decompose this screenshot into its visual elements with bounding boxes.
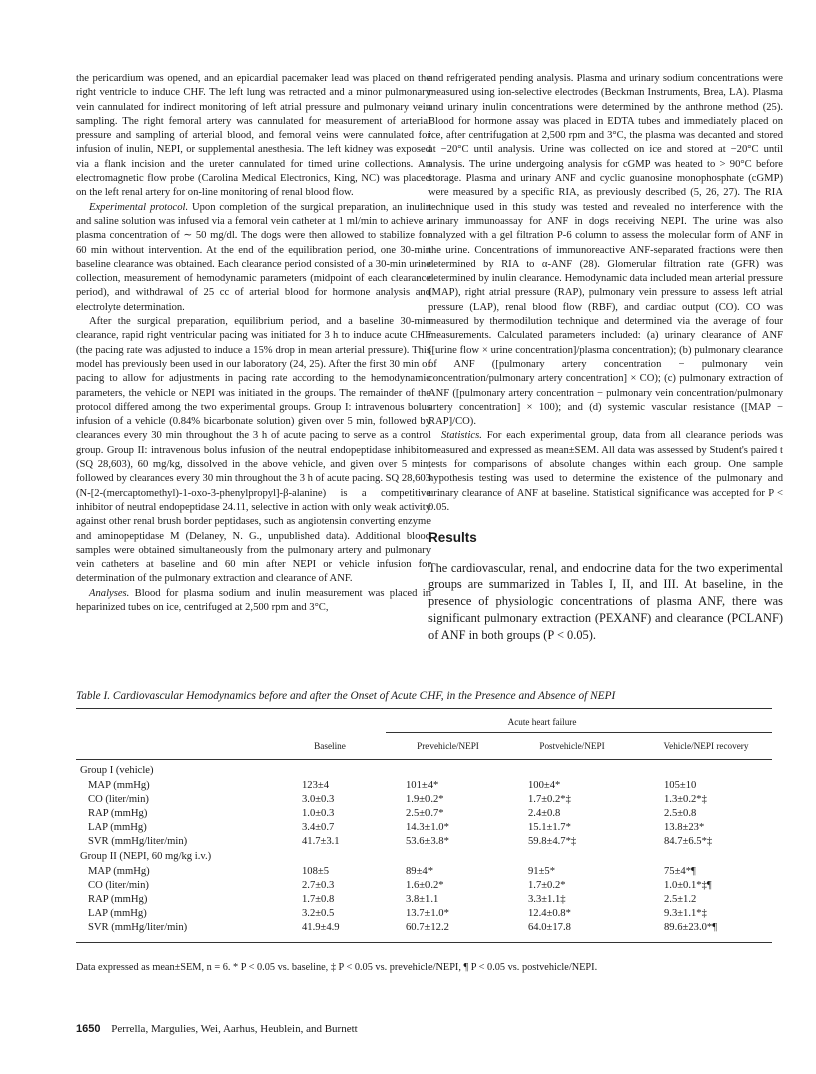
- cell-postvehicle: 59.8±4.7*‡: [528, 836, 577, 847]
- cell-prevehicle: 14.3±1.0*: [406, 822, 449, 833]
- cell-baseline: 1.7±0.8: [302, 894, 335, 905]
- cell-postvehicle: 3.3±1.1‡: [528, 894, 566, 905]
- row-label: RAP (mmHg): [88, 808, 148, 819]
- cell-baseline: 41.9±4.9: [302, 922, 340, 933]
- cell-prevehicle: 60.7±12.2: [406, 922, 449, 933]
- row-label: LAP (mmHg): [88, 908, 147, 919]
- table-row: [76, 922, 772, 935]
- cell-baseline: 123±4: [302, 780, 330, 791]
- cell-recovery: 75±4*¶: [664, 866, 696, 877]
- run-in-heading: Analyses.: [89, 587, 130, 599]
- cell-baseline: 108±5: [302, 866, 330, 877]
- cell-prevehicle: 101±4*: [406, 780, 439, 791]
- table-header-rule: [76, 759, 772, 760]
- row-label: MAP (mmHg): [88, 780, 150, 791]
- group-row: [76, 851, 772, 864]
- row-label: LAP (mmHg): [88, 822, 147, 833]
- column-header-baseline: Baseline: [314, 741, 346, 751]
- table-row: [76, 908, 772, 921]
- run-in-heading: Statistics.: [441, 430, 482, 442]
- cell-baseline: 3.2±0.5: [302, 908, 335, 919]
- paragraph-pacing-groups: After the surgical preparation, equilibrium period, and a baseline 30-min clearance, rapid right ventricular pacing was initiated for 3 h to induce acute CHF (the pacing rate was adjusted to induce a 15% drop in mean arterial pressure). This model has previously been used in our laboratory (24, 25). After the first 30 min of pacing to allow for adjustments in pacing rate according to the hemodynamic parameters, the vehicle or NEPI was initiated in the groups. The remainder of the protocol differed among the two experimental groups. Group I: intravenous bolus infusion of a vehicle (0.84% bicarbonate solution) given over 5 min, followed by clearances every 30 min throughout the 3 h of acute pacing to serve as a control group. Group II: intravenous bolus infusion of the neutral endopeptidase inhibitor (SQ 28,603), 60 mg/kg, dissolved in the above vehicle, and given over 5 min, followed by clearances every 30 min throughout the 3 h of acute pacing. SQ 28,603 (N-[2-(mercaptomethyl)-1-oxo-3-phenylpropyl]-β-alanine) is a competitive inhibitor of neutral endopeptidase 24.11, selective in action with only weak activity against other renal brush border peptidases, such as angiotensin converting enzyme and aminopeptidase M (Delaney, N. G., unpublished data). Additional blood samples were obtained simultaneously from the pulmonary artery and pulmonary vein catheters at baseline and 60 min after NEPI or vehicle infusion for determination of the pulmonary extraction and clearance of ANF.: [76, 316, 431, 585]
- group-label: Group I (vehicle): [80, 765, 154, 776]
- paragraph-text: Upon completion of the surgical preparation, an inulin and saline solution was infused via a femoral vein catheter at 1 ml/min to achieve a plasma concentration of ∼ 50 mg/dl. The dogs were then allowed to stabilize for 60 min without intervention. At the end of the equilibration period, one 30-min baseline clearance was obtained. Each clearance period consisted of a 30-min urine collection, measurement of hemodynamic parameters (midpoint of each clearance period), and withdrawal of 25 cc of arterial blood for hormone analysis and electrolyte determination.: [76, 201, 432, 313]
- paragraph-analyses-cont: and refrigerated pending analysis. Plasma and urinary sodium concentrations were measured using ion-selective electrodes (Beckman Instruments, Brea, LA). Plasma and urinary inulin concentrations were determined by the anthrone method (25). Blood for hormone assay was placed in EDTA tubes and immediately placed on ice, after centrifugation at 2,500 rpm and 3°C, the plasma was decanted and stored at −20°C until analysis. Urine was collected on ice and stored at −20°C until analysis. The urine undergoing analysis for cGMP was heated to > 90°C before storage. Plasma and urinary ANF and cyclic guanosine monophosphate (cGMP) were measured by a specific RIA, as previously described (5, 26, 27). The RIA technique used in this study was tested and revealed no interference with the urinary immunoassay for ANF in dogs receiving NEPI. The urine was also analyzed with a gel filtration P-6 column to assess the molecular form of ANF in the urine. Concentrations of immunoreactive ANF-separated fractions were then determined by RIA to α-ANF (28). Glomerular filtration rate (GFR) was determined by inulin clearance. Hemodynamic data included mean arterial pressure (MAP), right atrial pressure (RAP), pulmonary vein pressure to assess left atrial pressure (LAP), renal blood flow (RBF), and cardiac output (CO). CO was measured by thermodilution technique and determined via the average of four measurements. Calculated parameters included: (a) urinary clearance of ANF ([urine flow × urine concentration]/plasma concentration); (b) pulmonary clearance of ANF ([pulmonary artery concentration − pulmonary vein concentration/pulmonary artery concentration] × CO); (c) pulmonary extraction of ANF ([pulmonary artery concentration − pulmonary vein concentration/pulmonary artery concentration] × 100); and (d) systemic vascular resistance ([MAP − RAP]/CO).: [428, 73, 783, 428]
- cell-baseline: 3.4±0.7: [302, 822, 335, 833]
- table-row: [76, 780, 772, 793]
- cell-postvehicle: 15.1±1.7*: [528, 822, 571, 833]
- running-authors: Perrella, Margulies, Wei, Aarhus, Heublein, and Burnett: [111, 1023, 358, 1035]
- cell-recovery: 9.3±1.1*‡: [664, 908, 707, 919]
- table-top-rule: [76, 708, 772, 709]
- row-label: SVR (mmHg/liter/min): [88, 922, 188, 933]
- run-in-heading: Experimental protocol.: [89, 201, 189, 213]
- cell-recovery: 2.5±0.8: [664, 808, 697, 819]
- paragraph-analyses: [76, 587, 431, 616]
- cell-prevehicle: 3.8±1.1: [406, 894, 439, 905]
- column-header-recovery: Vehicle/NEPI recovery: [663, 741, 749, 751]
- table-row: [76, 808, 772, 821]
- paragraph-text: Blood for plasma sodium and inulin measurement was placed in heparinized tubes on ice, centrifuged at 2,500 rpm and 3°C,: [76, 587, 431, 613]
- cell-prevehicle: 2.5±0.7*: [406, 808, 444, 819]
- row-label: CO (liter/min): [88, 880, 149, 891]
- cell-recovery: 2.5±1.2: [664, 894, 697, 905]
- cell-prevehicle: 13.7±1.0*: [406, 908, 449, 919]
- cell-prevehicle: 53.6±3.8*: [406, 836, 449, 847]
- cell-postvehicle: 1.7±0.2*: [528, 880, 566, 891]
- table-row: [76, 866, 772, 879]
- cell-prevehicle: 1.6±0.2*: [406, 880, 444, 891]
- row-label: RAP (mmHg): [88, 894, 148, 905]
- cell-recovery: 1.0±0.1*‡¶: [664, 880, 712, 891]
- cell-postvehicle: 100±4*: [528, 780, 561, 791]
- paragraph-experimental-protocol: [76, 201, 431, 315]
- table-row: [76, 822, 772, 835]
- results-heading: Results: [428, 530, 477, 546]
- cell-postvehicle: 1.7±0.2*‡: [528, 794, 571, 805]
- row-label: MAP (mmHg): [88, 866, 150, 877]
- cell-postvehicle: 91±5*: [528, 866, 556, 877]
- table-row: [76, 836, 772, 849]
- table-row: [76, 880, 772, 893]
- cell-baseline: 41.7±3.1: [302, 836, 340, 847]
- left-column: [76, 72, 431, 615]
- page-number: 1650: [76, 1023, 101, 1035]
- table-spanner: Acute heart failure: [507, 717, 577, 727]
- table-footnote: Data expressed as mean±SEM, n = 6. * P < 0.05 vs. baseline, ‡ P < 0.05 vs. prevehicle/NEPI, ¶ P < 0.05 vs. postvehicle/NEPI.: [76, 962, 598, 973]
- cell-recovery: 1.3±0.2*‡: [664, 794, 707, 805]
- group-label: Group II (NEPI, 60 mg/kg i.v.): [80, 851, 212, 862]
- cell-recovery: 84.7±6.5*‡: [664, 836, 713, 847]
- cell-baseline: 1.0±0.3: [302, 808, 335, 819]
- right-column: [428, 72, 783, 644]
- table-bottom-rule: [76, 942, 772, 943]
- cell-baseline: 3.0±0.3: [302, 794, 335, 805]
- paragraph-text: For each experimental group, data from all clearance periods was measured and expressed as mean±SEM. All data was assessed by Student's paired t tests for comparisons of absolute changes within each group. One sample hypothesis testing was used to determine the existence of the pulmonary and urinary clearance of ANF at baseline. Statistical significance was accepted for P < 0.05.: [428, 430, 783, 513]
- page-footer: [76, 1023, 358, 1035]
- cell-postvehicle: 64.0±17.8: [528, 922, 571, 933]
- column-header-postvehicle: Postvehicle/NEPI: [539, 741, 605, 751]
- cell-recovery: 13.8±23*: [664, 822, 705, 833]
- paragraph-methods-surgery: the pericardium was opened, and an epicardial pacemaker lead was placed on the right ventricle to induce CHF. The left lung was retracted and a minor pulmonary vein cannulated for indirect monitoring of left atrial pressure and pulmonary vein sampling. The right femoral artery was cannulated for measurement of arterial pressure and sampling of arterial blood, and femoral veins were cannulated for infusion of inulin, NEPI, or supplemental anesthesia. The left kidney was exposed via a flank incision and the ureter cannulated for timed urine collections. An electromagnetic flow probe (Carolina Medical Electronics, King, NC) was placed on the left renal artery for on-line monitoring of renal blood flow.: [76, 73, 431, 199]
- table-spanner-rule: [386, 732, 772, 733]
- cell-recovery: 105±10: [664, 780, 697, 791]
- cell-baseline: 2.7±0.3: [302, 880, 335, 891]
- group-row: [76, 765, 772, 778]
- paragraph-statistics: [428, 429, 783, 515]
- table-caption: Table I. Cardiovascular Hemodynamics before and after the Onset of Acute CHF, in the Presence and Absence of NEPI: [76, 690, 616, 702]
- cell-prevehicle: 1.9±0.2*: [406, 794, 444, 805]
- cell-recovery: 89.6±23.0*¶: [664, 922, 717, 933]
- cell-prevehicle: 89±4*: [406, 866, 434, 877]
- table-row: [76, 794, 772, 807]
- column-header-prevehicle: Prevehicle/NEPI: [417, 741, 479, 751]
- row-label: SVR (mmHg/liter/min): [88, 836, 188, 847]
- row-label: CO (liter/min): [88, 794, 149, 805]
- cell-postvehicle: 12.4±0.8*: [528, 908, 571, 919]
- paragraph-results: The cardiovascular, renal, and endocrine data for the two experimental groups are summarized in Tables I, II, and III. At baseline, in the presence of physiologic concentrations of plasma ANF, there was significant pulmonary extraction (PEXANF) and clearance (PCLANF) of ANF in both groups (P < 0.05).: [428, 560, 783, 643]
- table-row: [76, 894, 772, 907]
- cell-postvehicle: 2.4±0.8: [528, 808, 561, 819]
